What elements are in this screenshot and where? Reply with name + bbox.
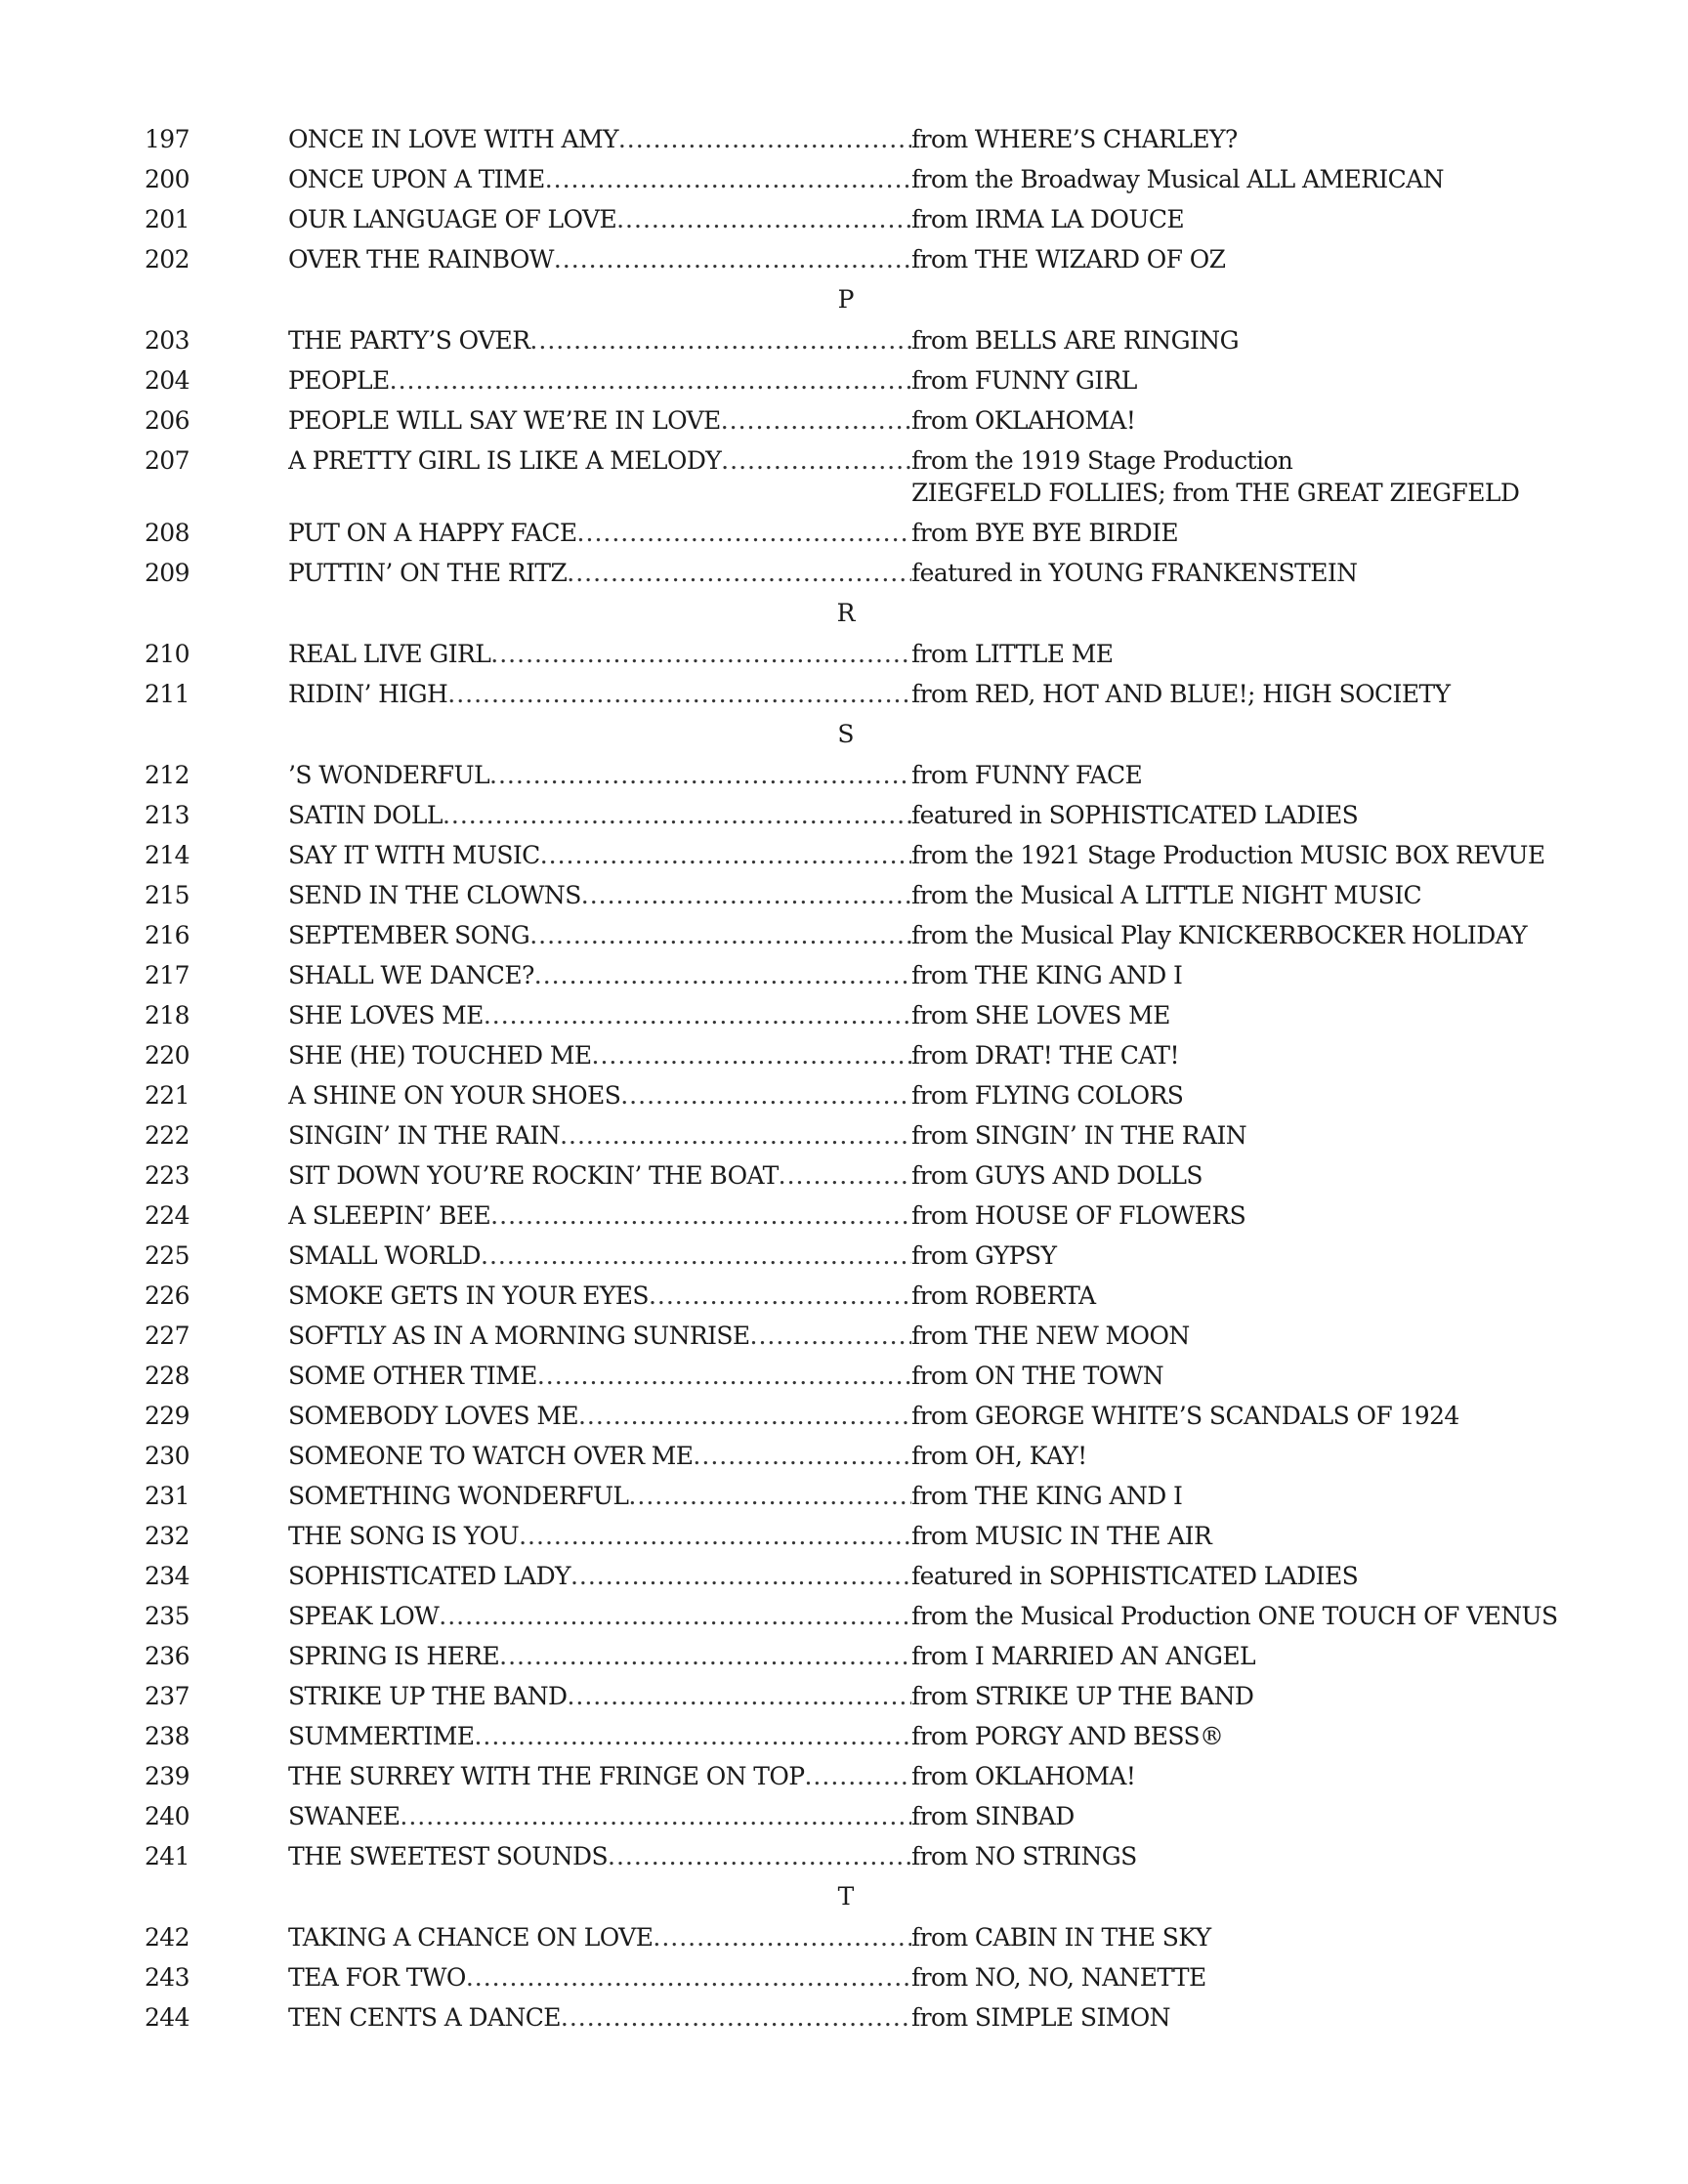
song-title-leader bbox=[288, 1596, 911, 1636]
song-title-leader bbox=[288, 915, 911, 955]
index-entry bbox=[0, 835, 1688, 875]
song-title-leader bbox=[288, 955, 911, 995]
song-title: SATIN DOLL bbox=[288, 801, 443, 829]
index-entry bbox=[0, 1436, 1688, 1476]
index-section bbox=[0, 714, 1688, 1876]
song-title: SOMEONE TO WATCH OVER ME bbox=[288, 1442, 694, 1470]
song-title: SMOKE GETS IN YOUR EYES bbox=[288, 1281, 649, 1310]
dot-leader bbox=[529, 915, 911, 955]
song-source: from MUSIC IN THE AIR bbox=[911, 1522, 1212, 1550]
song-title: OVER THE RAINBOW bbox=[288, 245, 554, 273]
dot-leader bbox=[439, 1596, 911, 1636]
song-source: from THE WIZARD OF OZ bbox=[911, 245, 1226, 273]
song-title-leader bbox=[288, 755, 911, 795]
index-entry bbox=[0, 1556, 1688, 1596]
dot-leader bbox=[534, 955, 911, 995]
song-title-leader bbox=[288, 239, 911, 279]
dot-leader bbox=[443, 795, 911, 835]
song-title: THE SWEETEST SOUNDS bbox=[288, 1842, 609, 1870]
song-source: from WHERE’S CHARLEY? bbox=[911, 125, 1238, 153]
dot-leader bbox=[529, 320, 911, 360]
dot-leader bbox=[578, 1396, 911, 1436]
song-title: SEPTEMBER SONG bbox=[288, 921, 530, 949]
song-title-leader bbox=[288, 1075, 911, 1115]
dot-leader bbox=[554, 239, 911, 279]
index-entry bbox=[0, 1316, 1688, 1356]
page-number: 223 bbox=[145, 1161, 190, 1190]
dot-leader bbox=[616, 199, 911, 239]
song-title-leader bbox=[288, 634, 911, 674]
song-title-leader bbox=[288, 1436, 911, 1476]
page-number: 231 bbox=[145, 1482, 190, 1510]
song-title: SOMETHING WONDERFUL bbox=[288, 1482, 629, 1510]
dot-leader bbox=[721, 441, 911, 481]
song-title: ’S WONDERFUL bbox=[288, 761, 490, 789]
song-title-leader bbox=[288, 1155, 911, 1196]
song-title: SMALL WORLD bbox=[288, 1241, 481, 1270]
section-letter-heading: S bbox=[837, 720, 855, 748]
song-title: TEA FOR TWO bbox=[288, 1963, 466, 1992]
song-title-leader bbox=[288, 1796, 911, 1836]
song-source: from the 1919 Stage Production ZIEGFELD FOLLIES; from THE GREAT ZIEGFELD bbox=[911, 446, 1520, 507]
song-title-leader bbox=[288, 400, 911, 441]
index-entry bbox=[0, 1716, 1688, 1756]
index-entry bbox=[0, 1155, 1688, 1196]
song-source: from THE KING AND I bbox=[911, 1482, 1183, 1510]
song-title-leader bbox=[288, 1316, 911, 1356]
song-title: SHE LOVES ME bbox=[288, 1001, 484, 1029]
song-source: from the Musical A LITTLE NIGHT MUSIC bbox=[911, 881, 1422, 909]
song-title-leader bbox=[288, 1356, 911, 1396]
index-entry bbox=[0, 239, 1688, 279]
page-number: 240 bbox=[145, 1802, 190, 1830]
index-entry bbox=[0, 1236, 1688, 1276]
index-entry bbox=[0, 995, 1688, 1035]
song-source: from PORGY AND BESS® bbox=[911, 1722, 1224, 1750]
page-number: 239 bbox=[145, 1762, 190, 1790]
song-title-leader bbox=[288, 1636, 911, 1676]
index-section bbox=[0, 593, 1688, 714]
song-title-leader bbox=[288, 1236, 911, 1276]
index-entry bbox=[0, 199, 1688, 239]
page-number: 201 bbox=[145, 205, 190, 233]
song-source: from IRMA LA DOUCE bbox=[911, 205, 1184, 233]
index-entry bbox=[0, 875, 1688, 915]
song-source: from FUNNY FACE bbox=[911, 761, 1143, 789]
index-entry bbox=[0, 1115, 1688, 1155]
page-number: 207 bbox=[145, 446, 190, 475]
page-number: 244 bbox=[145, 2003, 190, 2032]
page-number: 204 bbox=[145, 366, 190, 395]
index-entry bbox=[0, 955, 1688, 995]
dot-leader bbox=[466, 1957, 911, 1997]
page-number: 241 bbox=[145, 1842, 190, 1870]
song-source: from NO STRINGS bbox=[911, 1842, 1137, 1870]
song-title-leader bbox=[288, 795, 911, 835]
song-title: SIT DOWN YOU’RE ROCKIN’ THE BOAT bbox=[288, 1161, 779, 1190]
index-entry bbox=[0, 1356, 1688, 1396]
song-source: from the Musical Play KNICKERBOCKER HOLIDAY bbox=[911, 921, 1527, 949]
song-title: A PRETTY GIRL IS LIKE A MELODY bbox=[288, 446, 722, 475]
song-title: SOMEBODY LOVES ME bbox=[288, 1402, 578, 1430]
section-letter-heading: T bbox=[837, 1882, 855, 1911]
dot-leader bbox=[447, 674, 911, 714]
song-title-leader bbox=[288, 1035, 911, 1075]
song-source: from BELLS ARE RINGING bbox=[911, 326, 1239, 355]
index-entry bbox=[0, 1796, 1688, 1836]
song-title: A SHINE ON YOUR SHOES bbox=[288, 1081, 621, 1110]
page-number: 210 bbox=[145, 640, 190, 668]
dot-leader bbox=[721, 400, 911, 441]
song-title-leader bbox=[288, 835, 911, 875]
song-title-leader bbox=[288, 553, 911, 593]
song-source: from HOUSE OF FLOWERS bbox=[911, 1201, 1246, 1230]
song-source: from FLYING COLORS bbox=[911, 1081, 1184, 1110]
page-number: 235 bbox=[145, 1602, 190, 1630]
index-entry bbox=[0, 1476, 1688, 1516]
index-entry bbox=[0, 795, 1688, 835]
index-entry bbox=[0, 1676, 1688, 1716]
page-number: 242 bbox=[145, 1923, 190, 1952]
index-entry bbox=[0, 1917, 1688, 1957]
index-entry bbox=[0, 400, 1688, 441]
song-title: ONCE UPON A TIME bbox=[288, 165, 545, 193]
page-number: 224 bbox=[145, 1201, 190, 1230]
page-number: 227 bbox=[145, 1322, 190, 1350]
index-entry bbox=[0, 1756, 1688, 1796]
song-title-leader bbox=[288, 1516, 911, 1556]
song-source: from OKLAHOMA! bbox=[911, 1762, 1136, 1790]
page-number: 215 bbox=[145, 881, 190, 909]
index-entry bbox=[0, 159, 1688, 199]
song-title: THE PARTY’S OVER bbox=[288, 326, 530, 355]
song-title-leader bbox=[288, 513, 911, 553]
song-index-page bbox=[0, 119, 1688, 2037]
song-source: from LITTLE ME bbox=[911, 640, 1114, 668]
song-title: SEND IN THE CLOWNS bbox=[288, 881, 581, 909]
song-title-leader bbox=[288, 1396, 911, 1436]
song-title: SHALL WE DANCE? bbox=[288, 961, 534, 989]
page-number: 206 bbox=[145, 406, 190, 435]
song-title: STRIKE UP THE BAND bbox=[288, 1682, 568, 1710]
page-number: 211 bbox=[145, 680, 190, 708]
dot-leader bbox=[489, 755, 911, 795]
page-number: 212 bbox=[145, 761, 190, 789]
page-number: 213 bbox=[145, 801, 190, 829]
song-source: from the Musical Production ONE TOUCH OF VENUS bbox=[911, 1602, 1558, 1630]
dot-leader bbox=[804, 1756, 911, 1796]
dot-leader bbox=[390, 360, 911, 400]
song-source: featured in YOUNG FRANKENSTEIN bbox=[911, 559, 1358, 587]
dot-leader bbox=[484, 995, 911, 1035]
song-source: from I MARRIED AN ANGEL bbox=[911, 1642, 1255, 1670]
song-title-leader bbox=[288, 1836, 911, 1876]
page-number: 209 bbox=[145, 559, 190, 587]
section-letter-heading: P bbox=[837, 285, 855, 314]
dot-leader bbox=[628, 1476, 911, 1516]
song-title: PEOPLE bbox=[288, 366, 390, 395]
song-source: from the 1921 Stage Production MUSIC BOX REVUE bbox=[911, 841, 1545, 869]
page-number: 222 bbox=[145, 1121, 190, 1150]
section-letter-heading: R bbox=[836, 599, 856, 627]
song-title: SHE (HE) TOUCHED ME bbox=[288, 1041, 592, 1070]
page-number: 217 bbox=[145, 961, 190, 989]
dot-leader bbox=[779, 1155, 911, 1196]
song-source: from DRAT! THE CAT! bbox=[911, 1041, 1179, 1070]
song-title: SPRING IS HERE bbox=[288, 1642, 500, 1670]
song-title-leader bbox=[288, 1917, 911, 1957]
dot-leader bbox=[560, 1115, 911, 1155]
index-entry bbox=[0, 1075, 1688, 1115]
song-source: from CABIN IN THE SKY bbox=[911, 1923, 1211, 1952]
page-number: 202 bbox=[145, 245, 190, 273]
dot-leader bbox=[540, 835, 911, 875]
dot-leader bbox=[545, 159, 911, 199]
song-title: SWANEE bbox=[288, 1802, 401, 1830]
dot-leader bbox=[490, 634, 911, 674]
song-title-leader bbox=[288, 360, 911, 400]
dot-leader bbox=[653, 1917, 911, 1957]
song-source: from GUYS AND DOLLS bbox=[911, 1161, 1203, 1190]
dot-leader bbox=[567, 553, 911, 593]
song-source: featured in SOPHISTICATED LADIES bbox=[911, 801, 1359, 829]
index-section bbox=[0, 279, 1688, 593]
song-title: SOPHISTICATED LADY bbox=[288, 1562, 570, 1590]
song-title-leader bbox=[288, 1716, 911, 1756]
page-number: 236 bbox=[145, 1642, 190, 1670]
dot-leader bbox=[608, 1836, 911, 1876]
index-entry bbox=[0, 1396, 1688, 1436]
song-source: from THE NEW MOON bbox=[911, 1322, 1190, 1350]
index-entry bbox=[0, 1196, 1688, 1236]
page-number: 232 bbox=[145, 1522, 190, 1550]
song-title-leader bbox=[288, 875, 911, 915]
dot-leader bbox=[474, 1716, 911, 1756]
page-number: 243 bbox=[145, 1963, 190, 1992]
dot-leader bbox=[693, 1436, 911, 1476]
song-source: from GYPSY bbox=[911, 1241, 1057, 1270]
dot-leader bbox=[519, 1516, 911, 1556]
song-source: from SINBAD bbox=[911, 1802, 1075, 1830]
song-title: SOFTLY AS IN A MORNING SUNRISE bbox=[288, 1322, 750, 1350]
index-entry bbox=[0, 915, 1688, 955]
index-entry bbox=[0, 441, 1688, 513]
index-entry bbox=[0, 320, 1688, 360]
dot-leader bbox=[750, 1316, 911, 1356]
index-entry bbox=[0, 553, 1688, 593]
index-entry bbox=[0, 1035, 1688, 1075]
song-source: from THE KING AND I bbox=[911, 961, 1183, 989]
index-entry bbox=[0, 1997, 1688, 2037]
dot-leader bbox=[570, 1556, 911, 1596]
index-entry bbox=[0, 755, 1688, 795]
index-entry bbox=[0, 1596, 1688, 1636]
song-title-leader bbox=[288, 1756, 911, 1796]
index-entry bbox=[0, 1836, 1688, 1876]
index-section bbox=[0, 1876, 1688, 2037]
index-entry bbox=[0, 1276, 1688, 1316]
song-title: ONCE IN LOVE WITH AMY bbox=[288, 125, 618, 153]
song-title-leader bbox=[288, 674, 911, 714]
dot-leader bbox=[561, 1997, 911, 2037]
page-number: 237 bbox=[145, 1682, 190, 1710]
song-title-leader bbox=[288, 159, 911, 199]
song-source: from OH, KAY! bbox=[911, 1442, 1087, 1470]
song-title: SOME OTHER TIME bbox=[288, 1362, 537, 1390]
song-source: from SHE LOVES ME bbox=[911, 1001, 1170, 1029]
song-title-leader bbox=[288, 1115, 911, 1155]
song-title-leader bbox=[288, 320, 911, 360]
song-title: PUTTIN’ ON THE RITZ bbox=[288, 559, 568, 587]
dot-leader bbox=[620, 1075, 911, 1115]
song-title: SUMMERTIME bbox=[288, 1722, 475, 1750]
song-title-leader bbox=[288, 1556, 911, 1596]
page-number: 221 bbox=[145, 1081, 190, 1110]
song-source: from NO, NO, NANETTE bbox=[911, 1963, 1206, 1992]
index-entry bbox=[0, 674, 1688, 714]
song-title-leader bbox=[288, 199, 911, 239]
page-number: 203 bbox=[145, 326, 190, 355]
page-number: 216 bbox=[145, 921, 190, 949]
dot-leader bbox=[577, 513, 911, 553]
dot-leader bbox=[581, 875, 911, 915]
index-entry bbox=[0, 360, 1688, 400]
dot-leader bbox=[649, 1276, 911, 1316]
dot-leader bbox=[537, 1356, 911, 1396]
index-entry bbox=[0, 119, 1688, 159]
page-number: 225 bbox=[145, 1241, 190, 1270]
song-title: PEOPLE WILL SAY WE’RE IN LOVE bbox=[288, 406, 721, 435]
dot-leader bbox=[400, 1796, 911, 1836]
song-source: from ON THE TOWN bbox=[911, 1362, 1164, 1390]
dot-leader bbox=[481, 1236, 911, 1276]
page-number: 226 bbox=[145, 1281, 190, 1310]
dot-leader bbox=[618, 119, 911, 159]
index-entry bbox=[0, 513, 1688, 553]
song-source: from SIMPLE SIMON bbox=[911, 2003, 1170, 2032]
page-number: 208 bbox=[145, 519, 190, 547]
song-title-leader bbox=[288, 441, 911, 481]
page-number: 197 bbox=[145, 125, 190, 153]
song-title: SINGIN’ IN THE RAIN bbox=[288, 1121, 561, 1150]
page-number: 200 bbox=[145, 165, 190, 193]
song-source: from OKLAHOMA! bbox=[911, 406, 1136, 435]
song-title-leader bbox=[288, 1476, 911, 1516]
song-source: from BYE BYE BIRDIE bbox=[911, 519, 1179, 547]
song-source: featured in SOPHISTICATED LADIES bbox=[911, 1562, 1359, 1590]
song-source: from the Broadway Musical ALL AMERICAN bbox=[911, 165, 1444, 193]
song-title: PUT ON A HAPPY FACE bbox=[288, 519, 577, 547]
page-number: 229 bbox=[145, 1402, 190, 1430]
song-title-leader bbox=[288, 1196, 911, 1236]
index-entry bbox=[0, 1957, 1688, 1997]
index-section bbox=[0, 119, 1688, 279]
song-title: TEN CENTS A DANCE bbox=[288, 2003, 561, 2032]
page-number: 228 bbox=[145, 1362, 190, 1390]
dot-leader bbox=[490, 1196, 911, 1236]
song-title-leader bbox=[288, 1676, 911, 1716]
dot-leader bbox=[592, 1035, 912, 1075]
song-title-leader bbox=[288, 119, 911, 159]
page-number: 234 bbox=[145, 1562, 190, 1590]
song-source: from ROBERTA bbox=[911, 1281, 1096, 1310]
page-number: 218 bbox=[145, 1001, 190, 1029]
song-title: SAY IT WITH MUSIC bbox=[288, 841, 540, 869]
page-number: 230 bbox=[145, 1442, 190, 1470]
index-entry bbox=[0, 1636, 1688, 1676]
song-title-leader bbox=[288, 995, 911, 1035]
page-number: 220 bbox=[145, 1041, 190, 1070]
song-source: from GEORGE WHITE’S SCANDALS OF 1924 bbox=[911, 1402, 1459, 1430]
song-source: from FUNNY GIRL bbox=[911, 366, 1137, 395]
song-title: OUR LANGUAGE OF LOVE bbox=[288, 205, 617, 233]
song-title: TAKING A CHANCE ON LOVE bbox=[288, 1923, 654, 1952]
song-title: THE SURREY WITH THE FRINGE ON TOP bbox=[288, 1762, 805, 1790]
index-entry bbox=[0, 634, 1688, 674]
song-title-leader bbox=[288, 1957, 911, 1997]
song-title: SPEAK LOW bbox=[288, 1602, 440, 1630]
song-title-leader bbox=[288, 1997, 911, 2037]
song-title: A SLEEPIN’ BEE bbox=[288, 1201, 491, 1230]
page-number: 238 bbox=[145, 1722, 190, 1750]
index-entry bbox=[0, 1516, 1688, 1556]
song-title-leader bbox=[288, 1276, 911, 1316]
dot-leader bbox=[567, 1676, 911, 1716]
page-number: 214 bbox=[145, 841, 190, 869]
song-title: THE SONG IS YOU bbox=[288, 1522, 520, 1550]
dot-leader bbox=[499, 1636, 911, 1676]
song-source: from SINGIN’ IN THE RAIN bbox=[911, 1121, 1246, 1150]
song-title: RIDIN’ HIGH bbox=[288, 680, 448, 708]
song-title: REAL LIVE GIRL bbox=[288, 640, 491, 668]
song-source: from STRIKE UP THE BAND bbox=[911, 1682, 1254, 1710]
song-source: from RED, HOT AND BLUE!; HIGH SOCIETY bbox=[911, 680, 1451, 708]
